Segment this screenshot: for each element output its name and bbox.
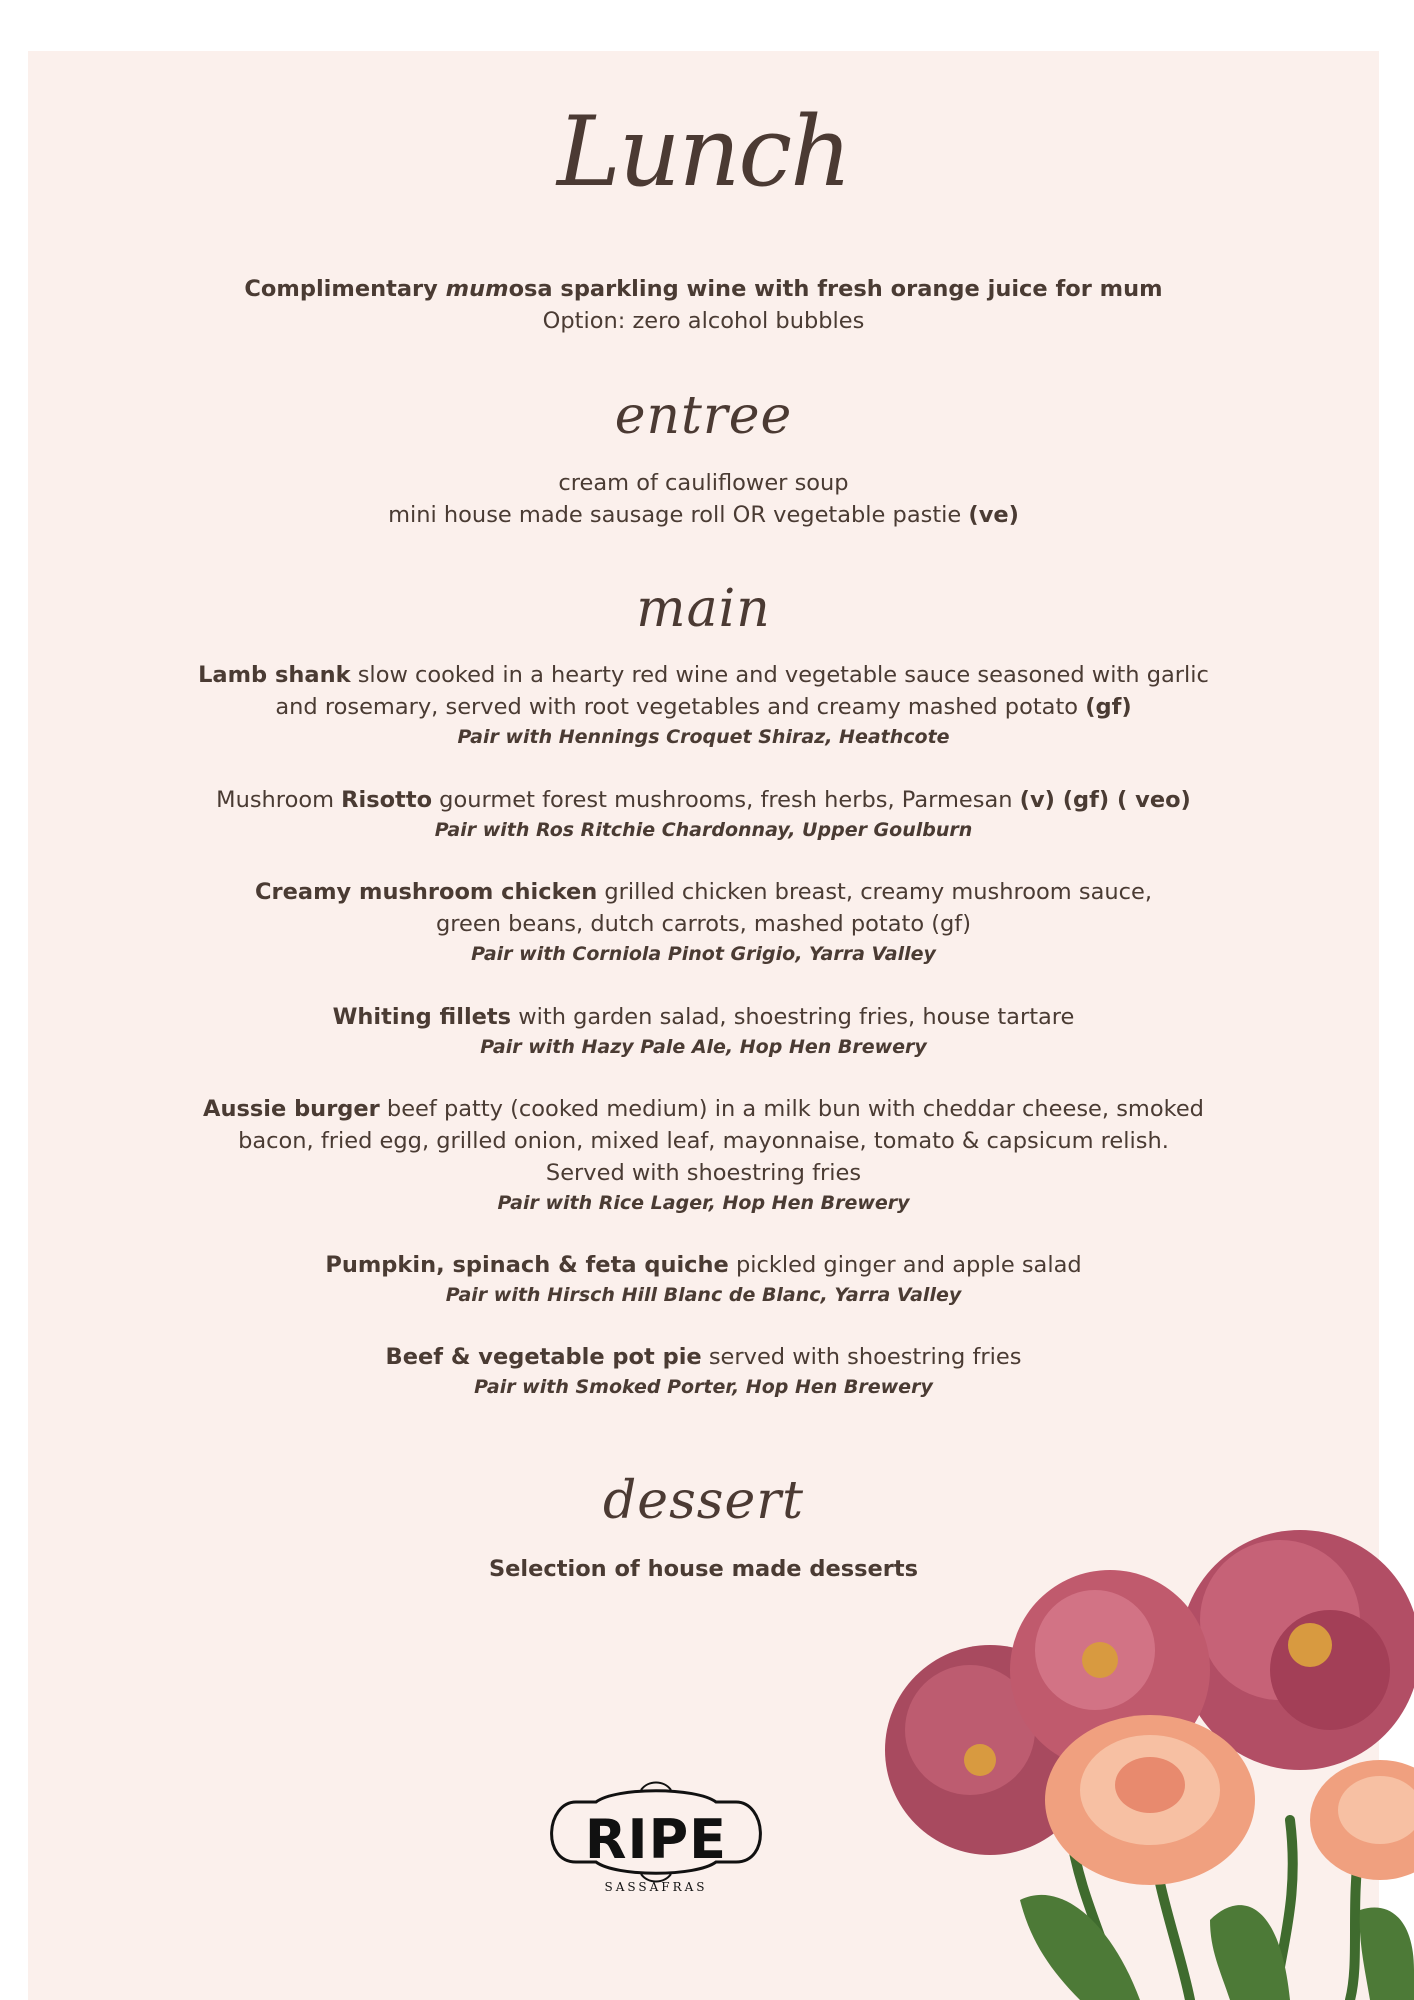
main-whiting-pair: Pair with Hazy Pale Ale, Hop Hen Brewery bbox=[480, 1036, 927, 1058]
complimentary-line bbox=[28, 273, 1379, 305]
main-risotto-name: Risotto bbox=[341, 787, 433, 813]
main-burger-line3: Served with shoestring fries bbox=[545, 1160, 862, 1186]
main-heading: main bbox=[636, 579, 771, 639]
main-risotto-line1 bbox=[28, 784, 1379, 816]
main-lamb-desc2: and rosemary, served with root vegetables and creamy mashed potato bbox=[275, 694, 1086, 720]
main-quiche-pair: Pair with Hirsch Hill Blanc de Blanc, Yarra Valley bbox=[445, 1284, 962, 1306]
main-risotto-pair: Pair with Ros Ritchie Chardonnay, Upper Goulburn bbox=[434, 819, 973, 841]
main-burger-line2: bacon, fried egg, grilled onion, mixed leaf, mayonnaise, tomato & capsicum relish. bbox=[238, 1128, 1169, 1154]
main-burger-name: Aussie burger bbox=[203, 1096, 380, 1122]
entree-heading: entree bbox=[614, 386, 793, 446]
main-chicken-name: Creamy mushroom chicken bbox=[255, 879, 598, 905]
main-lamb-name: Lamb shank bbox=[198, 662, 351, 688]
complimentary-prefix: Complimentary bbox=[244, 276, 446, 302]
main-chicken-pair: Pair with Corniola Pinot Grigio, Yarra Valley bbox=[471, 943, 936, 965]
tulip-front bbox=[1045, 1715, 1255, 1885]
main-lamb-pair: Pair with Hennings Croquet Shiraz, Heathcote bbox=[457, 726, 950, 748]
main-chicken-line2: green beans, dutch carrots, mashed potato (gf) bbox=[436, 911, 971, 937]
ripe-sassafras-logo bbox=[536, 1762, 776, 1902]
entree-item-soup: cream of cauliflower soup bbox=[558, 470, 849, 496]
main-burger-desc1: beef patty (cooked medium) in a milk bun with cheddar cheese, smoked bbox=[379, 1096, 1204, 1122]
main-pie-pair: Pair with Smoked Porter, Hop Hen Brewery bbox=[474, 1376, 933, 1398]
main-pie-line1 bbox=[28, 1341, 1379, 1373]
main-risotto-desc: gourmet forest mushrooms, fresh herbs, Parmesan bbox=[432, 787, 1020, 813]
entree-item-sausage-roll bbox=[28, 499, 1379, 531]
main-whiting-desc: with garden salad, shoestring fries, house tartare bbox=[511, 1004, 1075, 1030]
main-lamb-tag: (gf) bbox=[1085, 694, 1132, 720]
main-quiche-line1 bbox=[28, 1249, 1379, 1281]
complimentary-italic: mum bbox=[445, 276, 509, 302]
tulip-right bbox=[1310, 1760, 1414, 1880]
main-pie-name: Beef & vegetable pot pie bbox=[385, 1344, 702, 1370]
main-lamb-line2 bbox=[28, 691, 1379, 723]
main-lamb-line1 bbox=[28, 659, 1379, 691]
main-quiche-name: Pumpkin, spinach & feta quiche bbox=[325, 1252, 729, 1278]
main-whiting-line1 bbox=[28, 1001, 1379, 1033]
logo-sub: SASSAFRAS bbox=[604, 1880, 708, 1894]
main-chicken-line1 bbox=[28, 876, 1379, 908]
main-quiche-desc: pickled ginger and apple salad bbox=[728, 1252, 1082, 1278]
main-chicken-desc1: grilled chicken breast, creamy mushroom sauce, bbox=[597, 879, 1152, 905]
main-burger-pair: Pair with Rice Lager, Hop Hen Brewery bbox=[497, 1192, 910, 1214]
main-risotto-tag: (v) (gf) ( veo) bbox=[1019, 787, 1191, 813]
main-whiting-name: Whiting fillets bbox=[332, 1004, 512, 1030]
main-risotto-pre: Mushroom bbox=[216, 787, 342, 813]
logo-name: RIPE bbox=[584, 1808, 728, 1871]
entree-item-tag: (ve) bbox=[968, 502, 1019, 528]
main-lamb-desc1: slow cooked in a hearty red wine and vegetable sauce seasoned with garlic bbox=[350, 662, 1209, 688]
dessert-heading: dessert bbox=[603, 1471, 804, 1531]
entree-item-text: mini house made sausage roll OR vegetable pastie bbox=[388, 502, 969, 528]
main-pie-desc: served with shoestring fries bbox=[701, 1344, 1022, 1370]
main-burger-line1 bbox=[28, 1093, 1379, 1125]
page-title: Lunch bbox=[557, 96, 850, 208]
peony-flowers-illustration bbox=[880, 1500, 1414, 2000]
complimentary-suffix: osa sparkling wine with fresh orange juice for mum bbox=[508, 276, 1163, 302]
dessert-item-text: Selection of house made desserts bbox=[488, 1556, 919, 1582]
complimentary-option: Option: zero alcohol bubbles bbox=[542, 308, 865, 334]
